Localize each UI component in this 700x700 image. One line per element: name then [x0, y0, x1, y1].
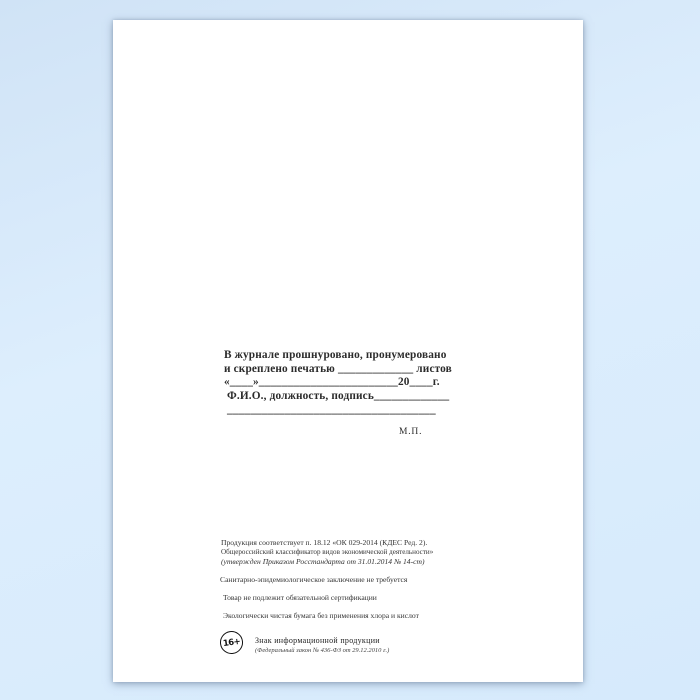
ecology-note: Экологически чистая бумага без применения хлора и кислот: [223, 611, 419, 620]
age-rating-badge-label: 16+: [222, 636, 241, 649]
compliance-line-3: (утвержден Приказом Росстандарта от 31.01.2014 № 14-ст): [221, 557, 425, 566]
document-paper: [113, 20, 583, 682]
certification-note: Товар не подлежит обязательной сертификации: [223, 593, 377, 602]
binding-line-2: и скреплено печатью _____________ листов: [224, 362, 452, 375]
compliance-line-1: Продукция соответствует п. 18.12 «ОК 029-2014 (КДЕС Ред. 2).: [221, 538, 428, 547]
compliance-note-block: [221, 538, 433, 567]
binding-certification-block: [224, 349, 454, 418]
age-rating-block: [220, 629, 520, 663]
binding-line-1: В журнале прошнуровано, пронумеровано: [224, 349, 447, 361]
age-rating-law-reference: (Федеральный закон № 436-ФЗ от 29.12.2010 г.): [255, 647, 390, 654]
compliance-line-2: Общероссийский классификатор видов экономической деятельности»: [221, 547, 434, 556]
binding-line-5: ____________________________________: [227, 403, 436, 416]
age-rating-title: Знак информационной продукции: [255, 636, 380, 645]
binding-line-4: Ф.И.О., должность, подпись_____________: [227, 390, 450, 403]
binding-line-3: «____»________________________20____г.: [224, 376, 440, 389]
age-rating-16plus-icon: [219, 630, 245, 656]
stamp-placeholder: М.П.: [399, 427, 423, 437]
sanitary-note: Санитарно-эпидемиологическое заключение не требуется: [220, 575, 408, 584]
